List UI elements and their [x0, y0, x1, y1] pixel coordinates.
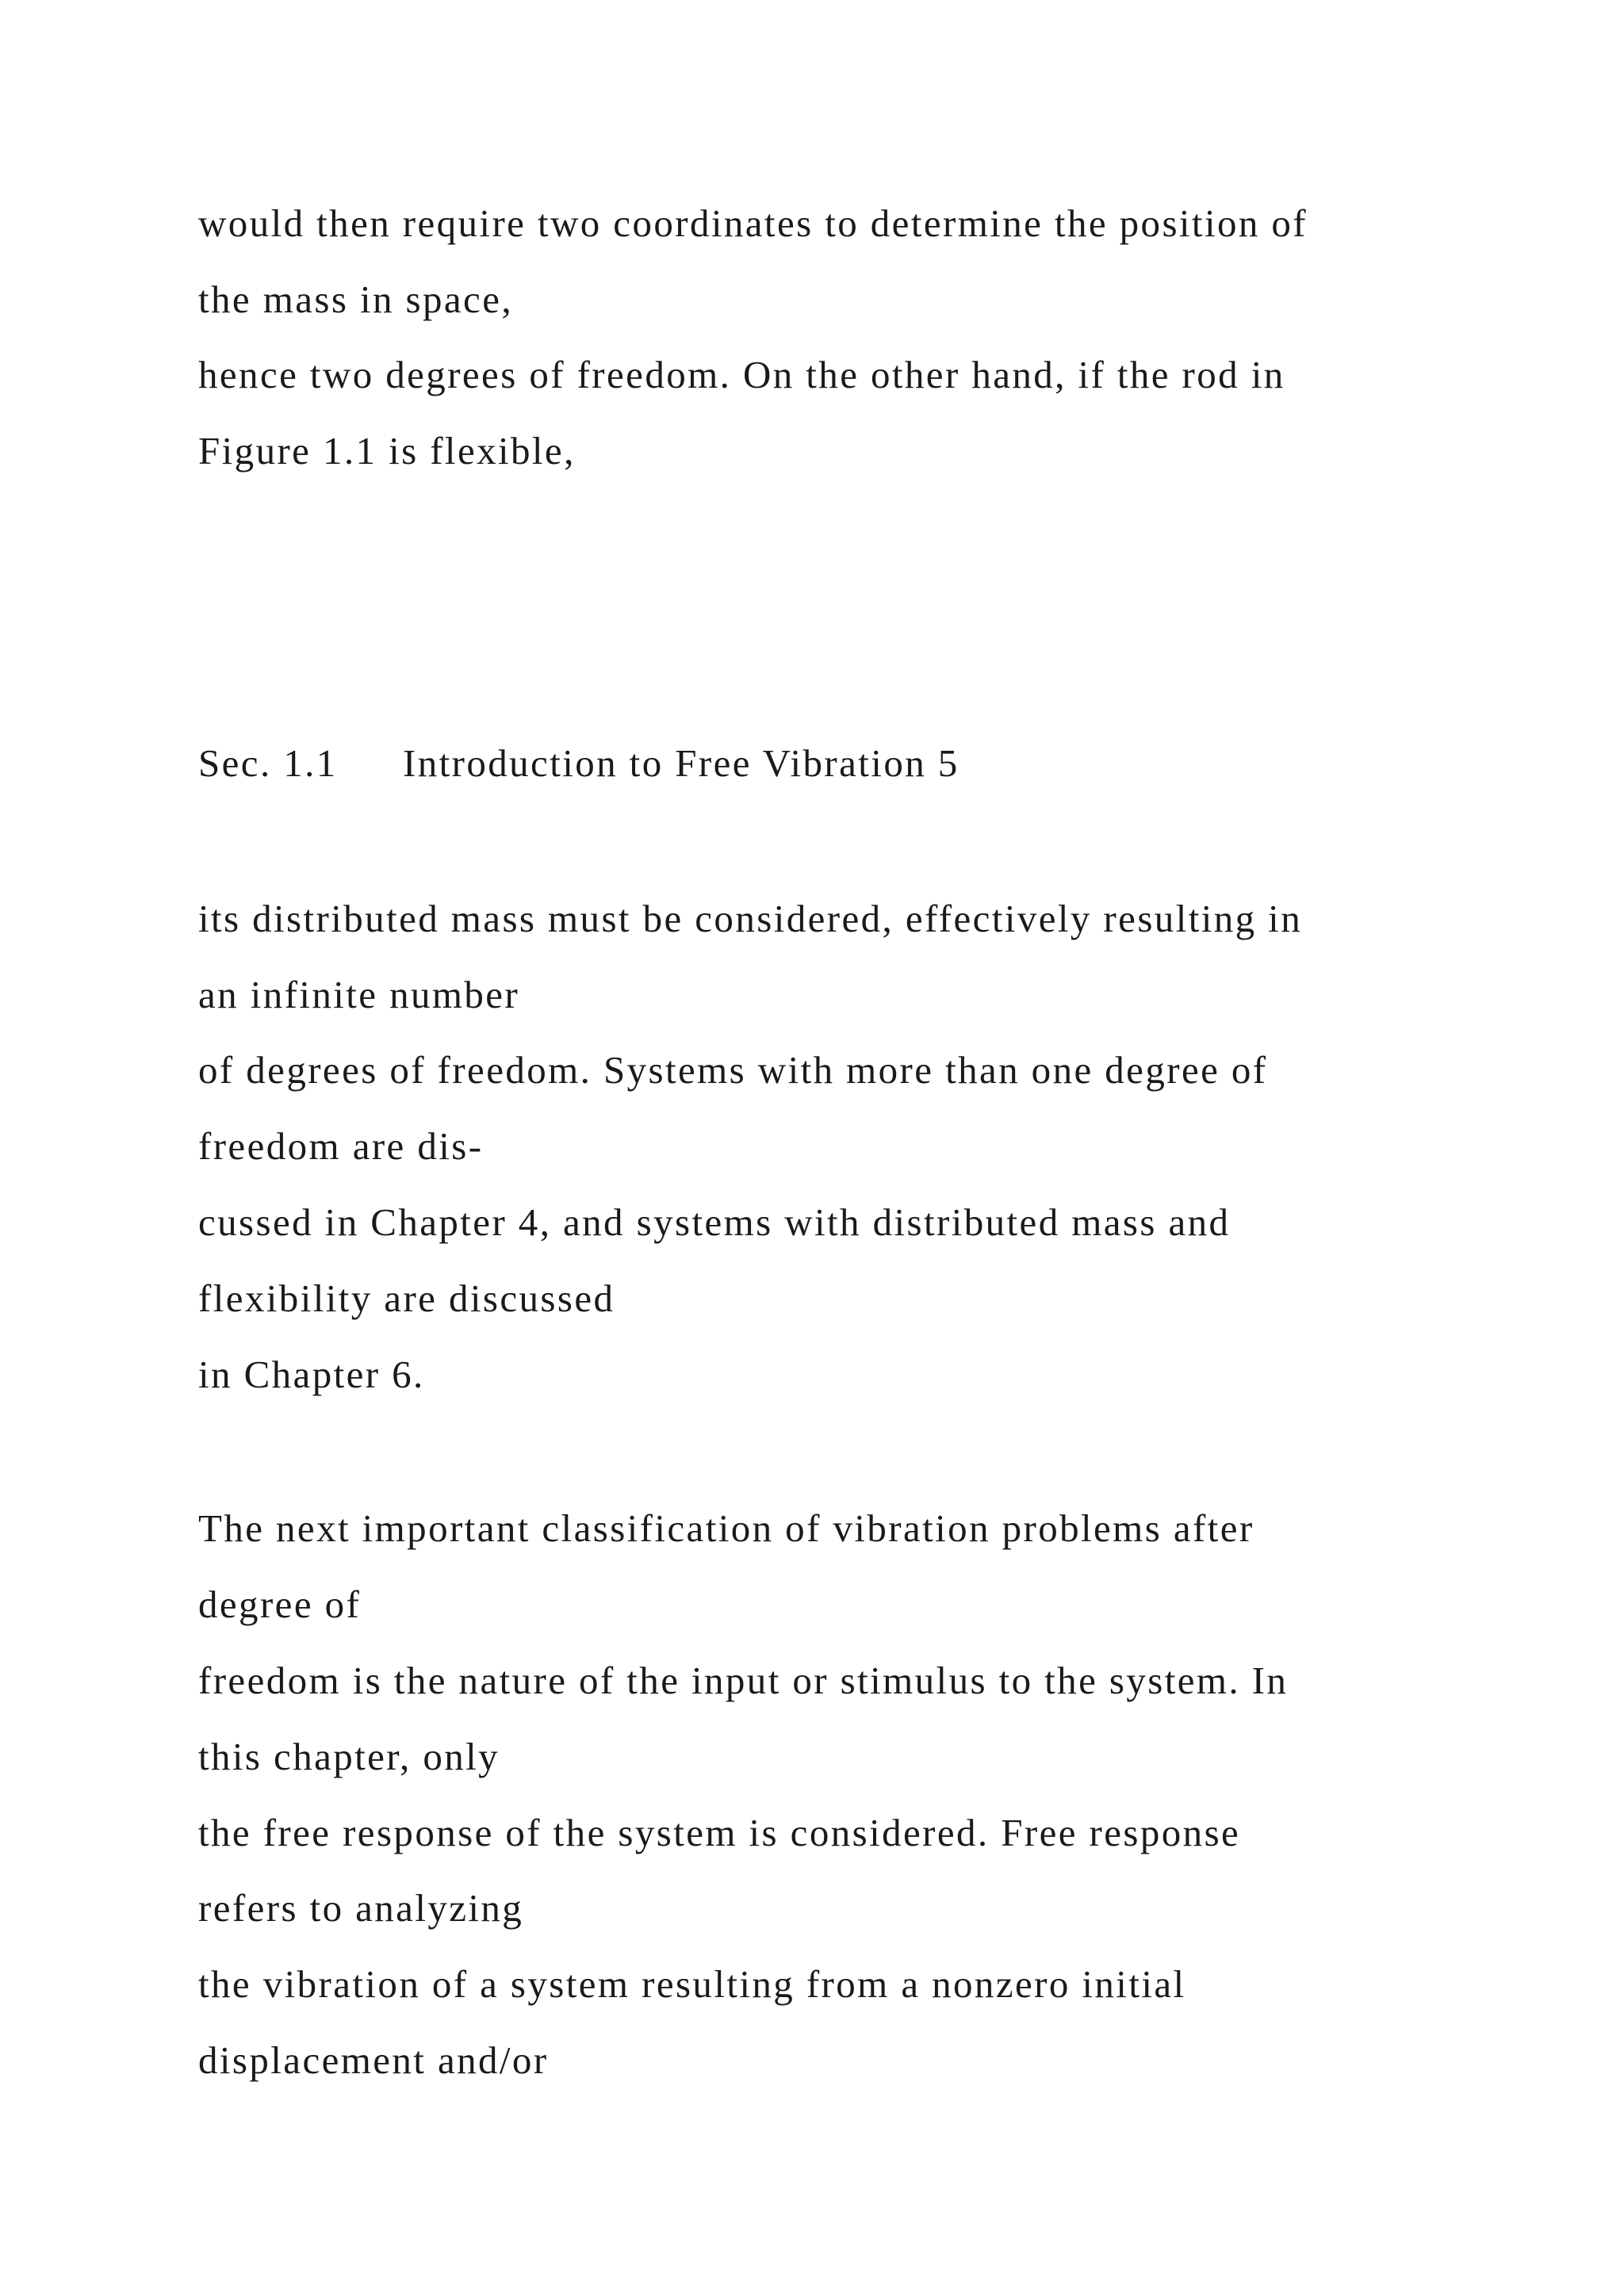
- section-number: Sec. 1.1: [198, 741, 338, 785]
- section-title: Introduction to Free Vibration 5: [403, 741, 959, 785]
- text-line: The next important classification of vibration problems after: [198, 1506, 1254, 1550]
- text-line: in Chapter 6.: [198, 1353, 425, 1396]
- text-line: the free response of the system is considered. Free response: [198, 1811, 1241, 1854]
- text-line: freedom are dis-: [198, 1124, 484, 1168]
- text-line: refers to analyzing: [198, 1886, 524, 1930]
- text-line: would then require two coordinates to determine the position of: [198, 201, 1308, 245]
- text-line: flexibility are discussed: [198, 1276, 615, 1320]
- text-line: cussed in Chapter 4, and systems with distributed mass and: [198, 1200, 1231, 1244]
- text-line: degree of: [198, 1582, 362, 1626]
- text-line: an infinite number: [198, 973, 520, 1016]
- text-line: the mass in space,: [198, 277, 513, 321]
- text-line: this chapter, only: [198, 1735, 500, 1778]
- text-line: Figure 1.1 is flexible,: [198, 429, 576, 473]
- text-line: freedom is the nature of the input or stimulus to the system. In: [198, 1659, 1289, 1702]
- text-line: the vibration of a system resulting from a nonzero initial: [198, 1962, 1186, 2006]
- text-line: of degrees of freedom. Systems with more than one degree of: [198, 1048, 1268, 1092]
- text-line: displacement and/or: [198, 2038, 549, 2082]
- text-line: its distributed mass must be considered, effectively resulting in: [198, 897, 1303, 940]
- running-header: [198, 740, 959, 787]
- text-line: hence two degrees of freedom. On the other hand, if the rod in: [198, 353, 1285, 396]
